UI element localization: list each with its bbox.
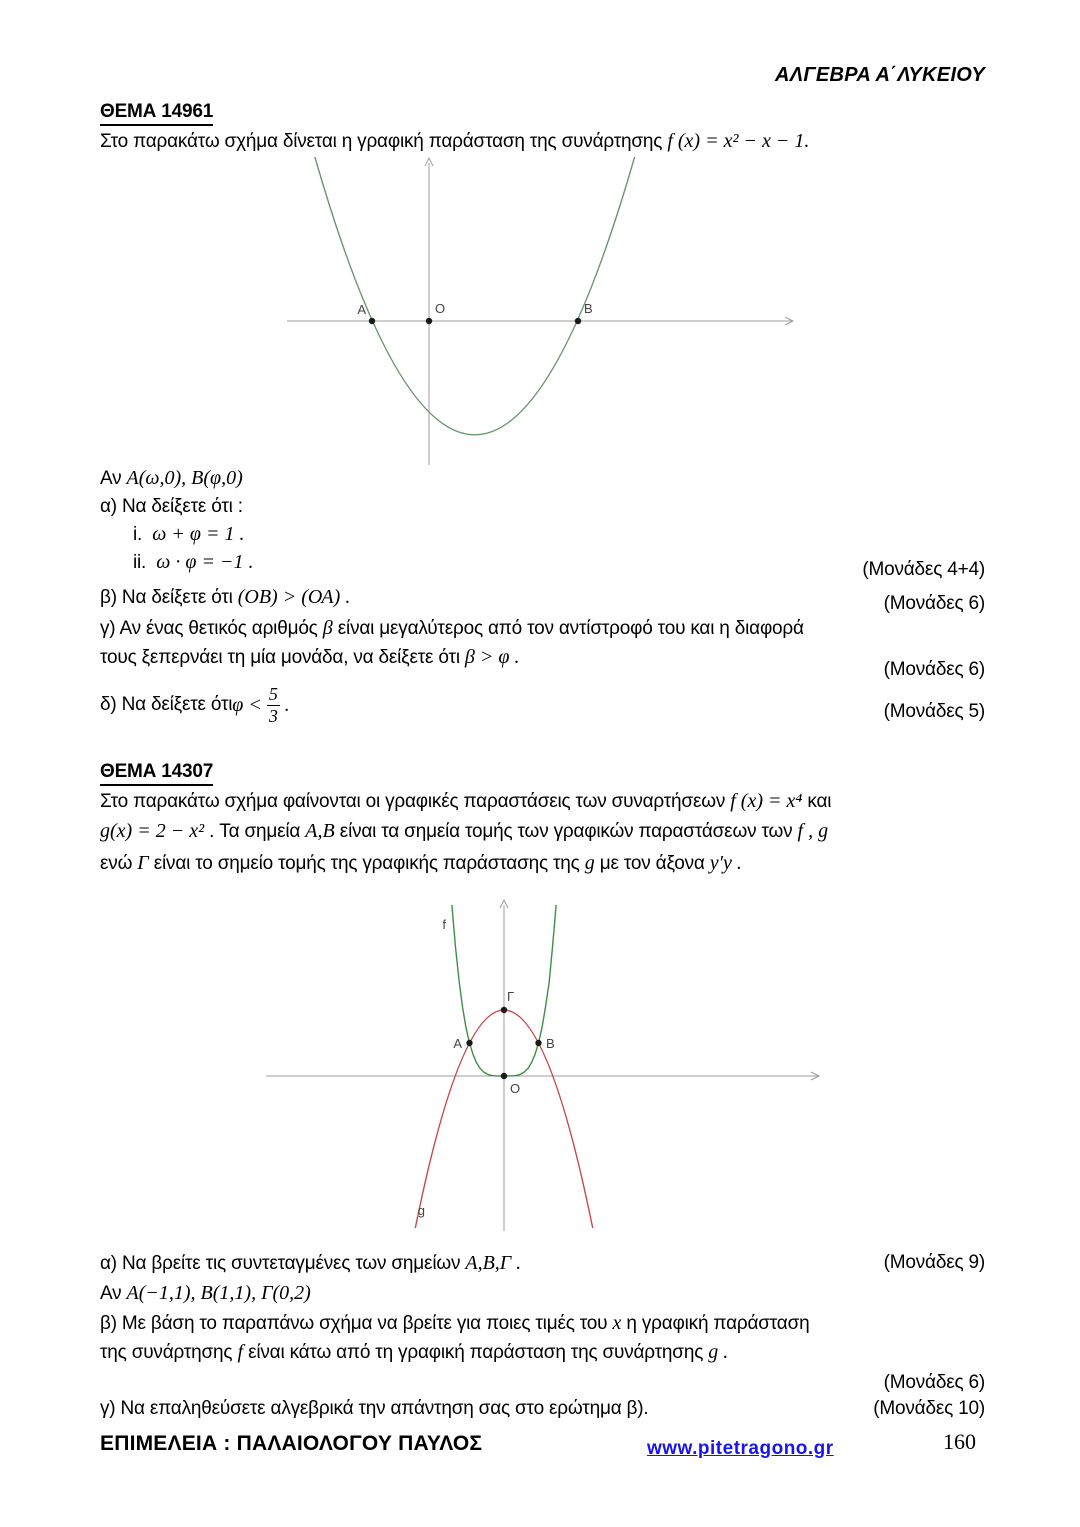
- graph2-g-curve-label: g: [417, 1203, 425, 1218]
- problem1-intro: [100, 130, 809, 153]
- text-run: ενώ: [100, 853, 138, 874]
- problem2-given: [100, 1282, 311, 1305]
- math-run: Α,Β,Γ .: [465, 1252, 522, 1274]
- problem2-intro-line2: [100, 820, 828, 843]
- problem1-part-c-line1: [100, 617, 804, 640]
- math-run: Α,Β: [305, 820, 335, 842]
- text-run: με τον άξονα: [594, 853, 710, 874]
- math-run: g .: [708, 1341, 729, 1363]
- graph2-point-b-dot: [535, 1040, 541, 1046]
- math-run: g(x) = 2 − x²: [100, 820, 205, 842]
- problem1-part-a-item-i: [133, 523, 244, 546]
- graph2-point-a-label: A: [453, 1036, 462, 1051]
- problem1-part-b-marks: (Μονάδες 6): [883, 593, 985, 614]
- problem1-part-a-marks: (Μονάδες 4+4): [862, 559, 985, 580]
- problem1-part-a-label: α) Να δείξετε ότι :: [100, 496, 243, 517]
- math-run: Γ: [137, 852, 149, 874]
- problem2-intro-line3: [100, 852, 742, 875]
- problem2-part-b-marks: (Μονάδες 6): [883, 1372, 985, 1393]
- text-run: η γραφική παράσταση: [621, 1313, 810, 1334]
- problem2-part-c-marks: (Μονάδες 10): [873, 1398, 985, 1419]
- text-run: τους ξεπερνάει τη μία μονάδα, να δείξετε ότι: [100, 647, 465, 668]
- graph2-point-a-dot: [466, 1040, 472, 1046]
- text-run: της συνάρτησης: [100, 1342, 238, 1363]
- math-run: g: [584, 852, 595, 874]
- text-run: είναι κάτω από τη γραφική παράσταση της συνάρτησης: [243, 1342, 709, 1363]
- fraction-five-thirds: [267, 684, 280, 726]
- problem1-part-c-marks: (Μονάδες 6): [883, 659, 985, 680]
- graph2-point-gamma-label: Γ: [507, 989, 515, 1004]
- graph1-point-a-label: A: [357, 302, 366, 317]
- math-run: (ΟΒ) > (ΟΑ) .: [237, 586, 351, 608]
- graph1-figure: [285, 155, 800, 468]
- math-run: f (x) = x⁴: [730, 790, 803, 812]
- math-run: f (x) = x² − x − 1.: [667, 130, 810, 152]
- math-run: y′y .: [709, 852, 742, 874]
- math-run: f , g: [797, 820, 829, 842]
- problem1-part-d-marks: (Μονάδες 5): [883, 701, 985, 722]
- graph1-point-b-label: B: [584, 301, 593, 316]
- problem1-part-d-suffix: .: [284, 693, 290, 716]
- text-run: . Τα σημεία: [204, 821, 306, 842]
- footer-editor-credit: ΕΠΙΜΕΛΕΙΑ : ΠΑΛΑΙΟΛΟΓΟΥ ΠΑΥΛΟΣ: [100, 1432, 483, 1455]
- problem1-part-d-math: φ <: [232, 693, 262, 716]
- graph1-curve-f: [315, 157, 635, 435]
- problem1-given: [100, 467, 243, 490]
- graph2-origin-label: O: [510, 1081, 521, 1096]
- math-run: Α(−1,1), Β(1,1), Γ(0,2): [126, 1282, 311, 1304]
- text-run: α) Να βρείτε τις συντεταγμένες των σημείων: [100, 1253, 466, 1274]
- problem2-part-c: [100, 1398, 649, 1420]
- text-run: γ) Αν ένας θετικός αριθμός: [100, 618, 323, 639]
- text-run: β) Να δείξετε ότι: [100, 587, 238, 608]
- problem1-part-d-prefix: δ) Να δείξετε ότι: [100, 694, 233, 715]
- problem1-part-d: [100, 678, 290, 732]
- math-run: Α(ω,0), Β(φ,0): [126, 467, 243, 489]
- text-run: Στο παρακάτω σχήμα δίνεται η γραφική παράσταση της συνάρτησης: [100, 131, 668, 152]
- problem1-part-a-item-ii: [133, 551, 253, 574]
- text-run: Αν: [100, 1283, 127, 1304]
- graph2-figure: [265, 893, 835, 1245]
- text-run: ii.: [133, 552, 157, 573]
- problem1-title: [100, 101, 213, 126]
- problem2-part-b-line2: [100, 1341, 728, 1364]
- graph1-origin-label: O: [435, 301, 446, 316]
- math-run: ω + φ = 1 .: [152, 523, 245, 545]
- problem2-title-text: ΘΕΜΑ 14307: [100, 761, 213, 786]
- text-run: Αν: [100, 468, 127, 489]
- math-run: β: [322, 617, 333, 639]
- graph1-point-a-dot: [369, 318, 375, 324]
- problem1-part-b: [100, 586, 350, 609]
- footer-website-link[interactable]: www.pitetragono.gr: [647, 1438, 834, 1459]
- fraction-denominator: 3: [268, 705, 278, 726]
- page-header-title: ΑΛΓΕΒΡΑ Α΄ΛΥΚΕΙΟΥ: [775, 64, 985, 86]
- text-run: i.: [133, 524, 153, 545]
- graph2-point-b-label: B: [546, 1036, 555, 1051]
- fraction-numerator: 5: [268, 683, 278, 704]
- math-run: x: [612, 1312, 622, 1334]
- graph1-origin-dot: [426, 318, 432, 324]
- text-run: Στο παρακάτω σχήμα φαίνονται οι γραφικές παραστάσεις των συναρτήσεων: [100, 791, 731, 812]
- text-run: γ) Να επαληθεύσετε αλγεβρικά την απάντηση σας στο ερώτημα β).: [100, 1398, 649, 1419]
- text-run: β) Με βάση το παραπάνω σχήμα να βρείτε για ποιες τιμές του: [100, 1313, 613, 1334]
- math-run: β > φ .: [464, 646, 520, 668]
- text-run: είναι τα σημεία τομής των γραφικών παραστάσεων των: [334, 821, 798, 842]
- problem2-part-b-line1: [100, 1312, 810, 1335]
- problem1-part-c-line2: [100, 646, 519, 669]
- math-run: f: [237, 1341, 244, 1363]
- text-run: είναι το σημείο τομής της γραφικής παράστασης της: [148, 853, 585, 874]
- graph1-point-b-dot: [575, 318, 581, 324]
- problem2-intro-line1: [100, 790, 831, 813]
- graph2-origin-dot: [501, 1073, 507, 1079]
- math-run: ω · φ = −1 .: [156, 551, 254, 573]
- text-run: είναι μεγαλύτερος από τον αντίστροφό του και η διαφορά: [332, 618, 804, 639]
- footer-page-number: 160: [943, 1429, 976, 1454]
- problem2-part-a: [100, 1252, 521, 1275]
- graph2-point-gamma-dot: [501, 1007, 507, 1013]
- text-run: και: [802, 791, 832, 812]
- problem1-title-text: ΘΕΜΑ 14961: [100, 101, 213, 126]
- problem2-title: [100, 761, 213, 786]
- problem2-part-a-marks: (Μονάδες 9): [883, 1252, 985, 1273]
- graph2-f-curve-label: f: [442, 917, 446, 932]
